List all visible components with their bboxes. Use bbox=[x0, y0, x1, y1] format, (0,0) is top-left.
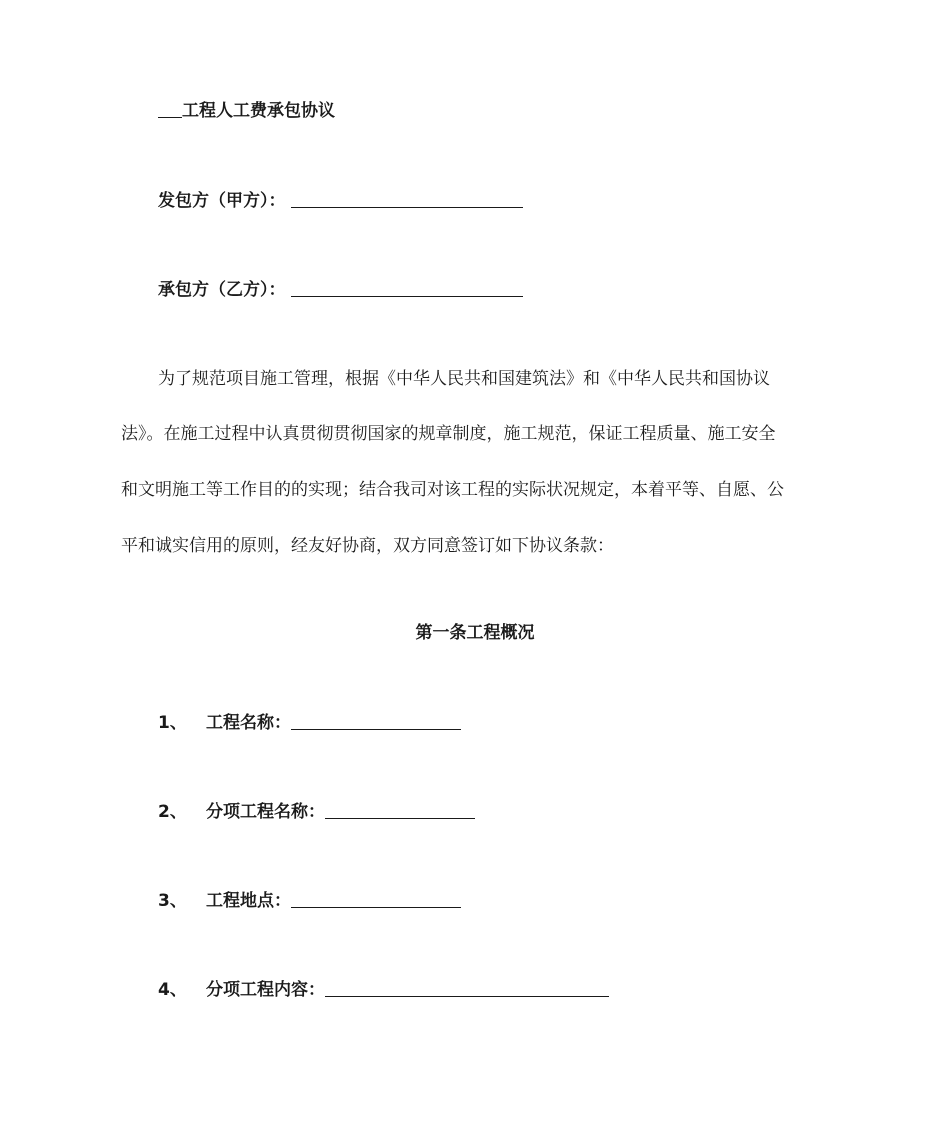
party-a-blank-line[interactable] bbox=[291, 189, 523, 208]
party-b-row bbox=[158, 278, 523, 301]
item-label: 工程地点： bbox=[206, 891, 291, 911]
party-a-row bbox=[158, 189, 523, 212]
item-label: 分项工程内容： bbox=[206, 980, 325, 1000]
party-b-label: 承包方（乙方）： bbox=[158, 280, 286, 300]
document-title-text: 工程人工费承包协议 bbox=[182, 101, 335, 121]
project-location-blank-line[interactable] bbox=[291, 889, 461, 908]
preamble-line-3: 和文明施工等工作目的的实现；结合我司对该工程的实际状况规定，本着平等、自愿、公 bbox=[121, 480, 784, 500]
document-title bbox=[158, 99, 335, 122]
preamble-line-1: 为了规范项目施工管理，根据《中华人民共和国建筑法》和《中华人民共和国协议 bbox=[158, 369, 770, 389]
sub-project-content-blank-line[interactable] bbox=[325, 978, 609, 997]
item-sub-project-name bbox=[158, 800, 475, 823]
item-project-name bbox=[158, 711, 461, 734]
item-number: 1、 bbox=[158, 713, 187, 733]
item-sub-project-content bbox=[158, 978, 609, 1001]
party-a-label: 发包方（甲方）： bbox=[158, 191, 286, 211]
item-label: 工程名称： bbox=[206, 713, 291, 733]
item-number: 3、 bbox=[158, 891, 187, 911]
title-blank-line[interactable] bbox=[158, 99, 182, 118]
item-label: 分项工程名称： bbox=[206, 802, 325, 822]
project-name-blank-line[interactable] bbox=[291, 711, 461, 730]
sub-project-name-blank-line[interactable] bbox=[325, 800, 475, 819]
party-b-blank-line[interactable] bbox=[291, 278, 523, 297]
item-number: 2、 bbox=[158, 802, 187, 822]
preamble-line-4: 平和诚实信用的原则，经友好协商，双方同意签订如下协议条款： bbox=[121, 536, 614, 556]
preamble-line-2: 法》。在施工过程中认真贯彻贯彻国家的规章制度，施工规范，保证工程质量、施工安全 bbox=[121, 424, 776, 444]
item-number: 4、 bbox=[158, 980, 187, 1000]
section-1-heading: 第一条工程概况 bbox=[415, 623, 535, 643]
item-project-location bbox=[158, 889, 461, 912]
